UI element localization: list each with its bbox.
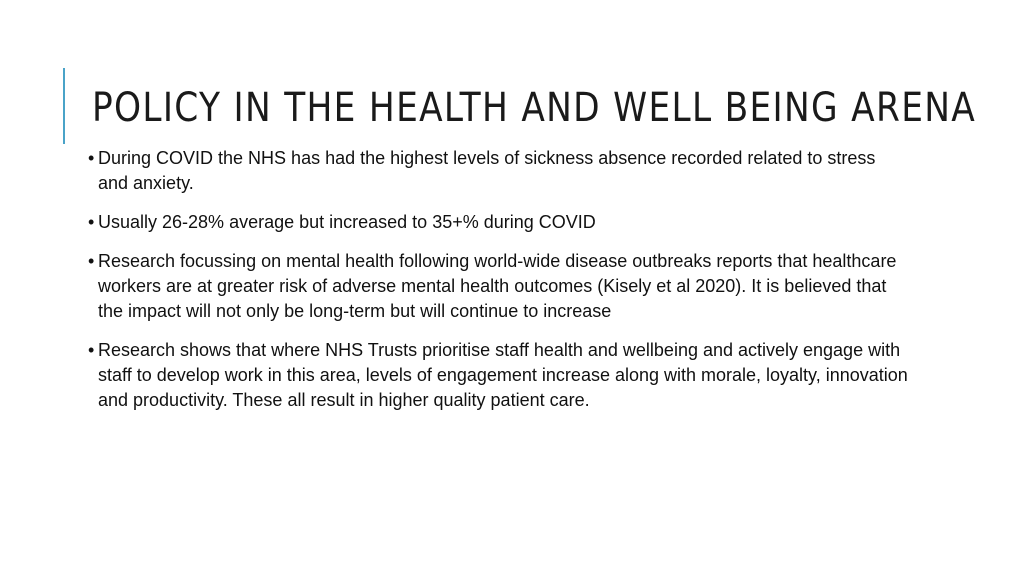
bullet-text: During COVID the NHS has had the highest levels of sickness absence recorded related to stress and anxiety. bbox=[98, 148, 876, 193]
bullet-marker: • bbox=[88, 148, 95, 168]
bullet-marker: • bbox=[88, 212, 95, 232]
bullet-item bbox=[88, 338, 908, 413]
bullet-text: Research shows that where NHS Trusts prioritise staff health and wellbeing and actively engage with staff to develop work in this area, levels of engagement increase along with morale, loyalty, innovation and productivity. These all result in higher quality patient care. bbox=[98, 340, 908, 410]
title-accent-bar bbox=[63, 68, 65, 144]
bullet-marker: • bbox=[88, 340, 95, 360]
bullet-item bbox=[88, 249, 908, 324]
bullet-text: Research focussing on mental health following world-wide disease outbreaks reports that healthcare workers are at greater risk of adverse mental health outcomes (Kisely et al 2020). It is believed that the impact will not only be long-term but will continue to increase bbox=[98, 251, 897, 321]
slide-title: POLICY IN THE HEALTH AND WELL BEING ARENA bbox=[92, 85, 977, 131]
bullet-list bbox=[88, 146, 908, 427]
bullet-marker: • bbox=[88, 251, 95, 271]
bullet-item bbox=[88, 210, 908, 235]
bullet-text: Usually 26-28% average but increased to 35+% during COVID bbox=[98, 212, 596, 232]
bullet-item bbox=[88, 146, 908, 196]
